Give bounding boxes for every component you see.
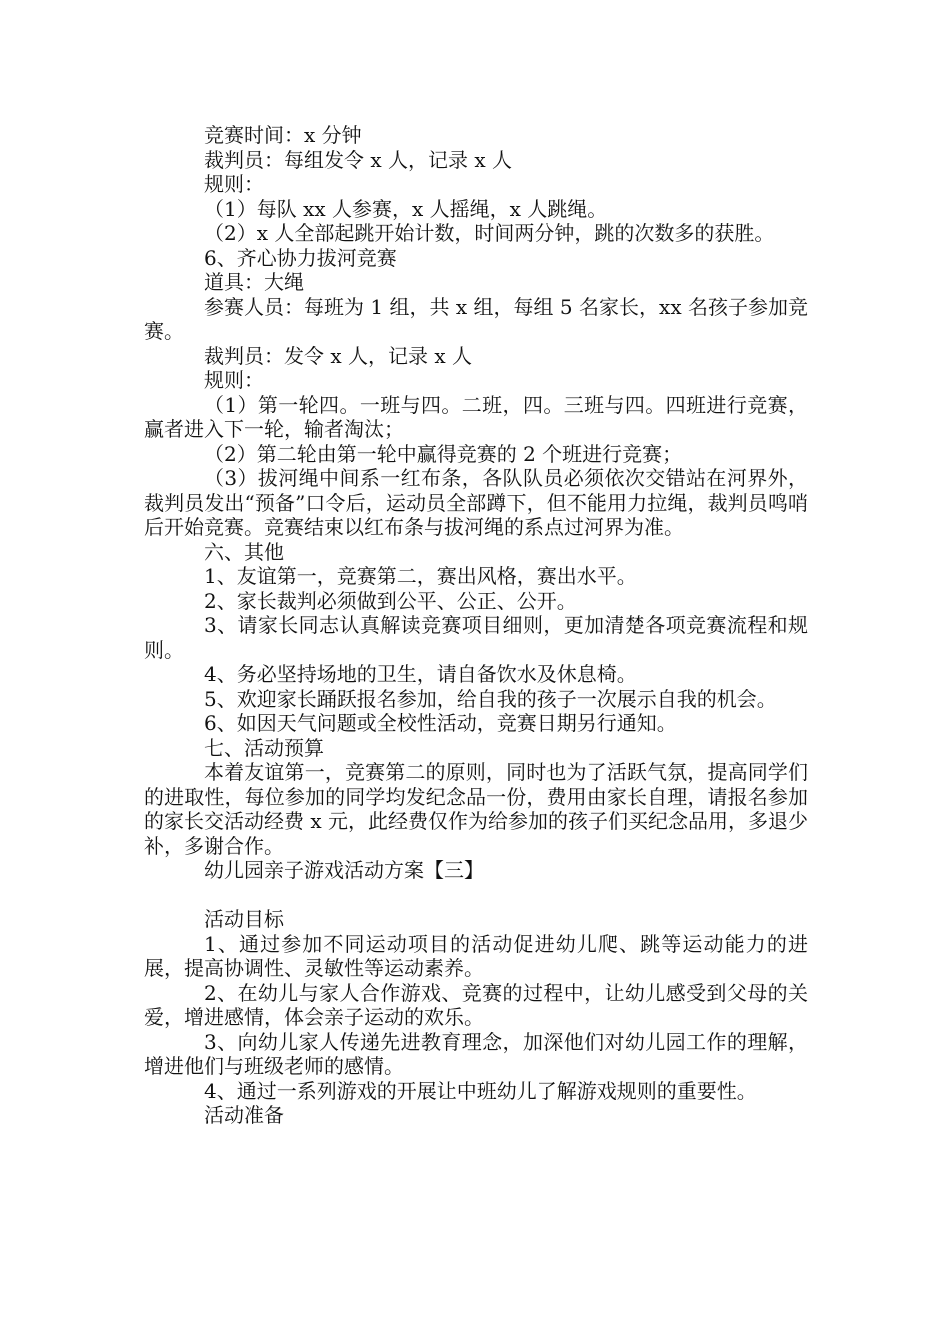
document-body — [144, 123, 808, 1128]
paragraph-tug-rule-2: （2）第二轮由第一轮中赢得竞赛的 2 个班进行竞赛； — [204, 441, 683, 466]
paragraph-section-tug-of-war: 6、齐心协力拔河竞赛 — [204, 245, 397, 270]
paragraph-other-5: 5、欢迎家长踊跃报名参加，给自我的孩子一次展示自我的机会。 — [204, 686, 777, 711]
paragraph-participants: 参赛人员：每班为 1 组，共 x 组，每组 5 名家长，xx 名孩子参加竞赛。 — [144, 294, 808, 343]
paragraph-section-other: 六、其他 — [204, 539, 284, 564]
paragraph-other-4: 4、务必坚持场地的卫生，请自备饮水及休息椅。 — [204, 662, 637, 686]
paragraph-tug-rule-3: （3）拔河绳中间系一红布条，各队队员必须依次交错站在河界外，裁判员发出“预备”口令后，运动员全部蹲下，但不能用力拉绳，裁判员鸣哨后开始竞赛。竞赛结束以红布条与拔河绳的系点过河界为准。 — [144, 466, 808, 539]
paragraph-goal-4: 4、通过一系列游戏的开展让中班幼儿了解游戏规则的重要性。 — [204, 1078, 757, 1103]
paragraph-referees-2: 裁判员：发令 x 人，记录 x 人 — [204, 343, 472, 368]
paragraph-referees: 裁判员：每组发令 x 人，记录 x 人 — [204, 147, 512, 172]
paragraph-activity-goals: 活动目标 — [204, 907, 284, 931]
paragraph-section-budget: 七、活动预算 — [204, 735, 324, 760]
paragraph-match-time: 竞赛时间：x 分钟 — [204, 123, 362, 147]
paragraph-goal-1: 1、通过参加不同运动项目的活动促进幼儿爬、跳等运动能力的进展，提高协调性、灵敏性等运动素养。 — [144, 931, 808, 980]
paragraph-activity-preparation: 活动准备 — [204, 1103, 284, 1127]
paragraph-rules-heading-2: 规则： — [204, 368, 264, 392]
paragraph-other-2: 2、家长裁判必须做到公平、公正、公开。 — [204, 588, 577, 613]
blank-line — [144, 883, 808, 908]
paragraph-rule-2: （2）x 人全部起跳开始计数，时间两分钟，跳的次数多的获胜。 — [204, 221, 775, 245]
paragraph-plan-three-title: 幼儿园亲子游戏活动方案【三】 — [204, 858, 484, 882]
paragraph-other-6: 6、如因天气问题或全校性活动，竞赛日期另行通知。 — [204, 711, 677, 735]
paragraph-tug-rule-1: （1）第一轮四。一班与四。二班，四。三班与四。四班进行竞赛，赢者进入下一轮，输者淘汰； — [144, 392, 808, 441]
paragraph-budget-body: 本着友谊第一，竞赛第二的原则，同时也为了活跃气氛，提高同学们的进取性，每位参加的同学均发纪念品一份，费用由家长自理，请报名参加的家长交活动经费 x 元，此经费仅作为给参加的孩子们买纪念品用，多退少补，多谢合作。 — [144, 760, 808, 858]
paragraph-props: 道具：大绳 — [204, 270, 304, 294]
paragraph-goal-3: 3、向幼儿家人传递先进教育理念，加深他们对幼儿园工作的理解，增进他们与班级老师的感情。 — [144, 1029, 808, 1078]
paragraph-other-3: 3、请家长同志认真解读竞赛项目细则，更加清楚各项竞赛流程和规则。 — [144, 613, 808, 662]
paragraph-rules-heading: 规则： — [204, 172, 264, 196]
paragraph-goal-2: 2、在幼儿与家人合作游戏、竞赛的过程中，让幼儿感受到父母的关爱，增进感情，体会亲子运动的欢乐。 — [144, 980, 808, 1029]
paragraph-other-1: 1、友谊第一，竞赛第二，赛出风格，赛出水平。 — [204, 564, 637, 588]
paragraph-rule-1: （1）每队 xx 人参赛，x 人摇绳，x 人跳绳。 — [204, 196, 608, 221]
